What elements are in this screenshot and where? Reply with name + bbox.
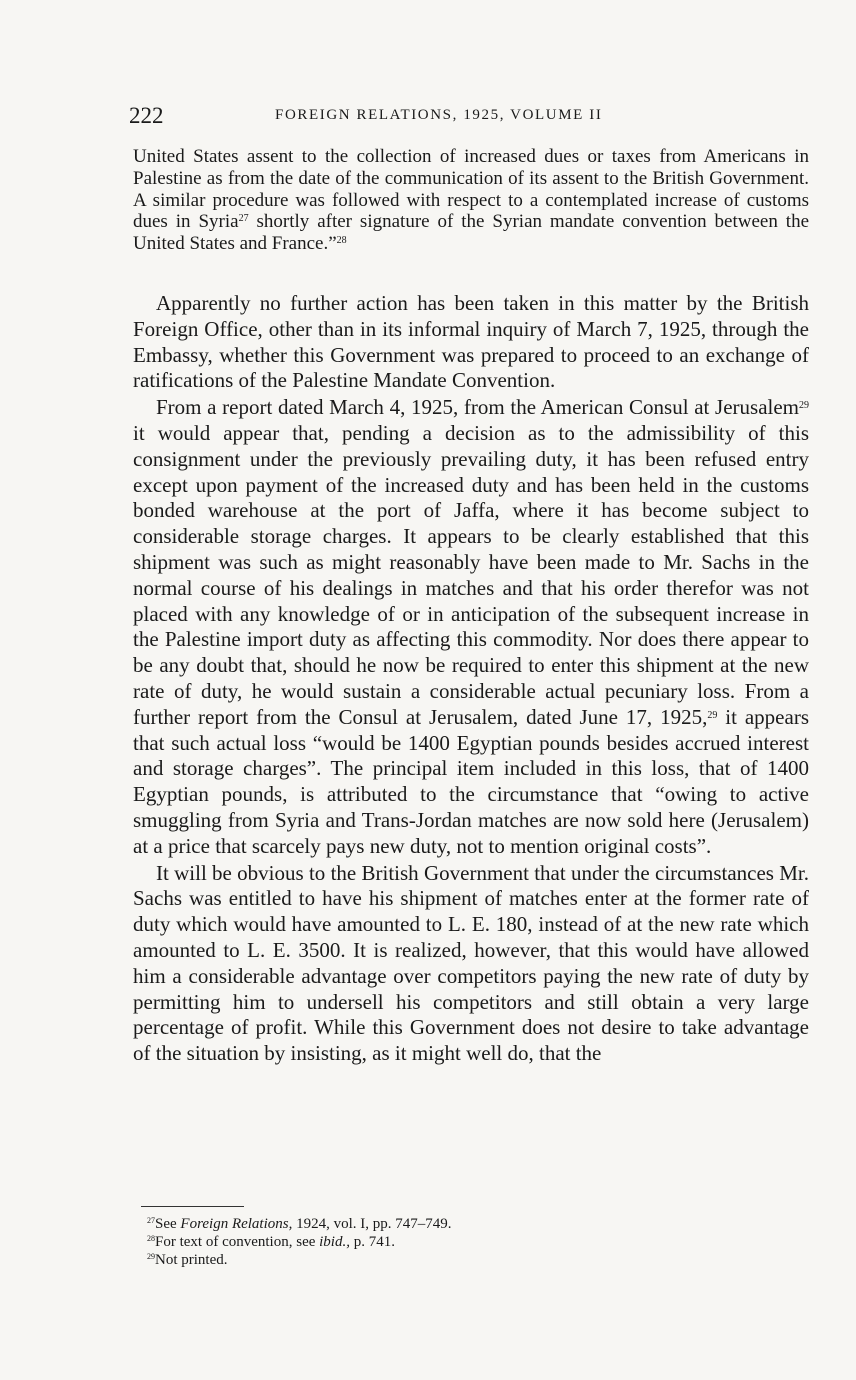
paragraph-2-part-a: From a report dated March 4, 1925, from the American Consul at Jerusalem (156, 395, 799, 420)
page-header (129, 103, 809, 129)
paragraph-2 (133, 395, 809, 859)
footnote-29 (147, 1251, 452, 1269)
footnote-ref-29: 29 (799, 400, 809, 412)
footnote-text-end: p. 741. (349, 1234, 395, 1250)
page-number: 222 (129, 103, 164, 128)
footnote-mark: 28 (147, 1234, 155, 1243)
quote-text-2: shortly after signature of the Syrian mandate convention between the United States and France.” (133, 211, 809, 255)
footnote-ref-28: 28 (336, 235, 347, 247)
footnote-27 (147, 1215, 452, 1233)
footnote-italic: ibid., (319, 1234, 350, 1250)
footnote-italic: Foreign Relations, (180, 1216, 293, 1232)
footnote-text-end: 1924, vol. I, pp. 747–749. (292, 1216, 452, 1232)
paragraph-1: Apparently no further action has been taken in this matter by the British Foreign Office, other than in its informal inquiry of March 7, 1925, through the Embassy, whether this Government was prepared to proceed to an exchange of ratifications of the Palestine Mandate Convention. (133, 291, 809, 393)
footnote-ref-27: 27 (238, 213, 249, 225)
quote-text-1: United States assent to the collection of increased dues or taxes from Americans in Palestine as from the date of the communication of its assent to the British Government. A similar procedure was followed with respect to a contemplated increase of customs dues in Syria (133, 146, 809, 233)
body-text (133, 291, 809, 1068)
footnote-mark: 27 (147, 1216, 155, 1225)
footnote-text: For text of convention, see (155, 1234, 320, 1250)
footnote-text: See (155, 1216, 181, 1232)
footnote-text: Not printed. (155, 1252, 228, 1268)
paragraph-3: It will be obvious to the British Government that under the circumstances Mr. Sachs was entitled to have his shipment of matches enter at the former rate of duty which would have amounted to L. E. 180, instead of at the new rate which amounted to L. E. 3500. It is realized, however, that this would have allowed him a considerable advantage over competitors paying the new rate of duty by permitting him to undersell his competitors and still obtain a very large percentage of profit. While this Government does not desire to take advantage of the situation by insisting, as it might well do, that the (133, 860, 809, 1066)
footnote-mark: 29 (147, 1252, 155, 1261)
footnote-ref-29-second: 29 (707, 709, 718, 721)
footnote-28 (147, 1233, 452, 1251)
running-head: FOREIGN RELATIONS, 1925, VOLUME II (275, 107, 603, 123)
footnotes (147, 1215, 452, 1269)
footnote-rule (141, 1206, 244, 1207)
block-quote (133, 146, 809, 255)
paragraph-2-part-b: it would appear that, pending a decision as to the admissibility of this consignment under the previously prevailing duty, it has been refused entry except upon payment of the increased duty and has been held in the customs bonded warehouse at the port of Jaffa, where it has become subject to considerable storage charges. It appears to be clearly established that this shipment was such as might reasonably have been made to Mr. Sachs in the normal course of his dealings in matches and that his order therefor was not placed with any knowledge of or in anticipation of the subsequent increase in the Palestine import duty as affecting this commodity. Nor does there appear to be any doubt that, should he now be required to enter this shipment at the new rate of duty, he would sustain a considerable actual pecuniary loss. From a further report from the Consul at Jerusalem, dated June 17, 1925, (133, 420, 809, 729)
paragraph-2-part-c: it appears that such actual loss “would be 1400 Egyptian pounds besides accrued interest and storage charges”. The principal item included in this loss, that of 1400 Egyptian pounds, is attributed to the circumstance that “owing to active smuggling from Syria and Trans-Jordan matches are now sold here (Jerusalem) at a price that scarcely pays new duty, not to mention original costs”. (133, 704, 809, 858)
